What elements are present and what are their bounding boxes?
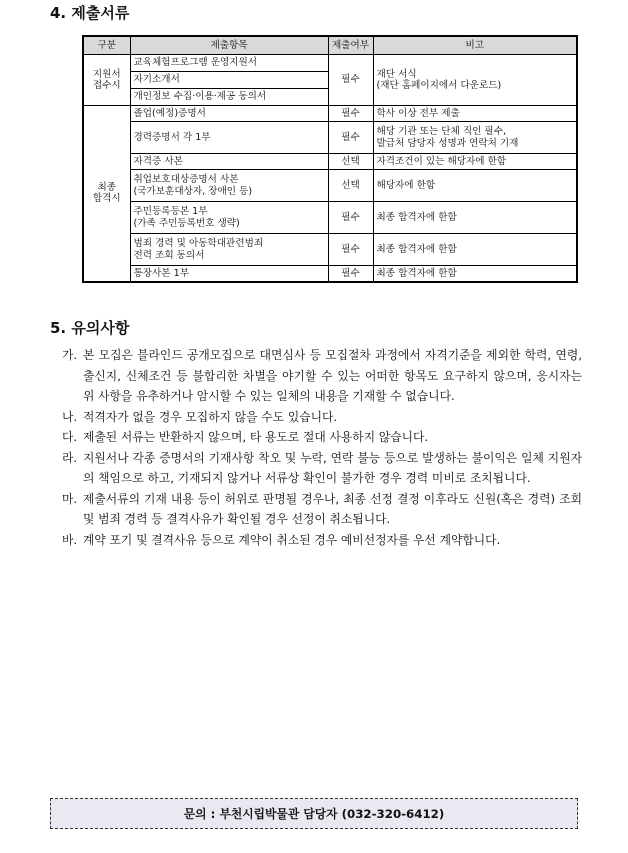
list-item-text: 본 모집은 블라인드 공개모집으로 대면심사 등 모집절차 과정에서 자격기준을 제외한 학력, 연령, 출신지, 신체조건 등 불합리한 차별을 야기할 수 있는 어떠한 항목도 요구하지 않으며, 응시자는 위 사항을 유추하거나 암시할 수 있는 일체의 내용을 기재할 수 없습니다. <box>83 348 582 403</box>
list-item <box>62 427 582 448</box>
item-cell: 자격증 사본 <box>130 154 328 170</box>
list-item <box>62 489 582 530</box>
required-cell: 필수 <box>328 234 373 266</box>
required-cell: 필수 <box>328 122 373 154</box>
category-final: 최종 합격시 <box>83 106 130 282</box>
table-row <box>83 55 577 72</box>
item-cell: 경력증명서 각 1부 <box>130 122 328 154</box>
required-cell: 선택 <box>328 154 373 170</box>
table-row <box>83 106 577 122</box>
list-item-text: 제출된 서류는 반환하지 않으며, 타 용도로 절대 사용하지 않습니다. <box>83 430 429 444</box>
table-header-row <box>83 36 577 55</box>
notice-list <box>62 345 582 550</box>
item-cell: 자기소개서 <box>130 72 328 89</box>
table-row <box>83 154 577 170</box>
table-row <box>83 266 577 282</box>
list-item-text: 계약 포기 및 결격사유 등으로 계약이 취소된 경우 예비선정자를 우선 계약합니다. <box>83 532 501 547</box>
required-cell: 필수 <box>328 202 373 234</box>
header-required: 제출여부 <box>328 36 373 55</box>
list-item <box>62 448 582 489</box>
list-item-text: 제출서류의 기재 내용 등이 허위로 판명될 경우나, 최종 선정 결정 이후라도 신원(혹은 경력) 조회 및 범죄 경력 등 결격사유가 확인될 경우 선정이 취소됩니다. <box>83 491 582 526</box>
note-cell: 해당 기관 또는 단체 직인 필수, 발급처 담당자 성명과 연락처 기재 <box>373 122 577 154</box>
category-application: 지원서 접수시 <box>83 55 130 106</box>
item-cell: 개인정보 수집·이용·제공 동의서 <box>130 89 328 106</box>
required-cell: 필수 <box>328 55 373 106</box>
required-cell: 필수 <box>328 106 373 122</box>
list-marker: 나. <box>62 409 78 424</box>
list-item <box>62 407 582 428</box>
list-marker: 마. <box>62 491 78 506</box>
list-item <box>62 530 582 551</box>
note-cell: 학사 이상 전부 제출 <box>373 106 577 122</box>
documents-table <box>82 35 578 283</box>
required-cell: 선택 <box>328 170 373 202</box>
list-item-text: 적격자가 없을 경우 모집하지 않을 수도 있습니다. <box>83 409 338 424</box>
header-category: 구분 <box>83 36 130 55</box>
list-marker: 라. <box>62 450 78 465</box>
list-item-text: 지원서나 각종 증명서의 기재사항 착오 및 누락, 연락 불능 등으로 발생하는 불이익은 일체 지원자의 책임으로 하고, 기재되지 않거나 서류상 확인이 불가한 경우 경력 미비로 조치됩니다. <box>83 450 582 485</box>
header-item: 제출항목 <box>130 36 328 55</box>
table-row <box>83 202 577 234</box>
contact-box: 문의 : 부천시립박물관 담당자 (032-320-6412) <box>50 798 578 829</box>
item-cell: 취업보호대상증명서 사본 (국가보훈대상자, 장애인 등) <box>130 170 328 202</box>
item-cell: 범죄 경력 및 아동학대관련범죄 전력 조회 동의서 <box>130 234 328 266</box>
note-cell: 재단 서식 (재단 홈페이지에서 다운로드) <box>373 55 577 106</box>
note-cell: 자격조건이 있는 해당자에 한함 <box>373 154 577 170</box>
item-cell: 졸업(예정)증명서 <box>130 106 328 122</box>
list-marker: 가. <box>62 348 78 362</box>
table-row <box>83 122 577 154</box>
item-cell: 통장사본 1부 <box>130 266 328 282</box>
section-5-title: 5. 유의사항 <box>50 319 130 337</box>
table-row <box>83 170 577 202</box>
table-row <box>83 234 577 266</box>
item-cell: 교육체험프로그램 운영지원서 <box>130 55 328 72</box>
header-note: 비고 <box>373 36 577 55</box>
note-cell: 최종 합격자에 한함 <box>373 234 577 266</box>
list-marker: 바. <box>62 532 78 547</box>
list-item <box>62 345 582 407</box>
note-cell: 최종 합격자에 한함 <box>373 266 577 282</box>
note-cell: 최종 합격자에 한함 <box>373 202 577 234</box>
required-cell: 필수 <box>328 266 373 282</box>
item-cell: 주민등록등본 1부 (가족 주민등록번호 생략) <box>130 202 328 234</box>
list-marker: 다. <box>62 430 78 444</box>
note-cell: 해당자에 한함 <box>373 170 577 202</box>
section-4-title: 4. 제출서류 <box>50 4 130 22</box>
